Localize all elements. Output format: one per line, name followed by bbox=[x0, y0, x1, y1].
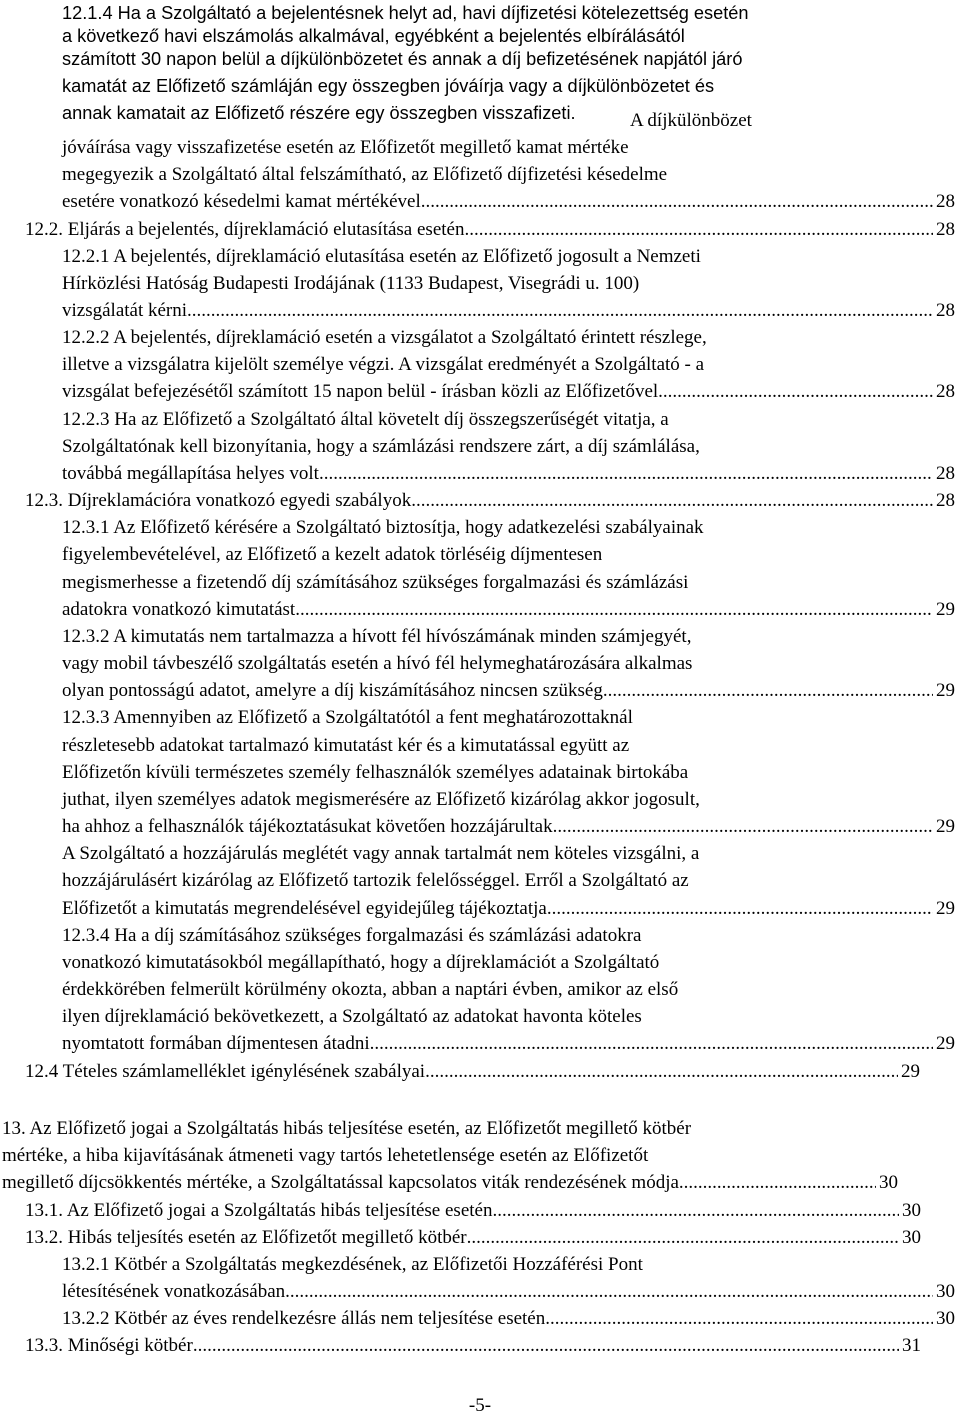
toc-entry[interactable]: nyomtatott formában díjmentesen átadni. ..... 29 bbox=[62, 1030, 955, 1057]
toc-text-line: Szolgáltatónak kell bizonyítania, hogy a számlázási rendszere zárt, a díj számlálása, bbox=[62, 436, 700, 457]
toc-text-line: vonatkozó kimutatásokból megállapítható, hogy a díjreklamációt a Szolgáltató bbox=[62, 952, 660, 973]
toc-entry[interactable]: 12.4 Tételes számlamelléklet igénylésének szabályai ..... 29 bbox=[25, 1058, 920, 1085]
toc-text-line: megismerhesse a fizetendő díj számításához szükséges forgalmazási és számlázási bbox=[62, 572, 689, 593]
toc-text-line: számított 30 napon belül a díjkülönbözetet és annak a díj befizetésének napjától járó bbox=[62, 49, 743, 69]
toc-text-line: részletesebb adatokat tartalmazó kimutatást kér és a kimutatással együtt az bbox=[62, 735, 630, 756]
toc-entry[interactable]: megillető díjcsökkentés mértéke, a Szolgáltatással kapcsolatos viták rendezésének módja ..... 30 bbox=[2, 1169, 898, 1196]
toc-text-line: érdekkörében felmerült körülmény okozta, abban a naptári évben, amikor az első bbox=[62, 979, 679, 1000]
toc-entry[interactable]: továbbá megállapítása helyes volt. ..... 28 bbox=[62, 460, 955, 487]
toc-text-line: 12.3.2 A kimutatás nem tartalmazza a hívott fél hívószámának minden számjegyét, bbox=[62, 626, 692, 647]
toc-entry[interactable]: adatokra vonatkozó kimutatást. ..... 29 bbox=[62, 596, 955, 623]
toc-entry[interactable]: 13.3. Minőségi kötbér ..... 31 bbox=[25, 1332, 921, 1359]
toc-text-line: figyelembevételével, az Előfizető a kezelt adatok törléséig díjmentesen bbox=[62, 544, 603, 565]
toc-entry[interactable]: 13.2. Hibás teljesítés esetén az Előfizetőt megillető kötbér ..... 30 bbox=[25, 1224, 921, 1251]
toc-entry[interactable]: Előfizetőt a kimutatás megrendelésével egyidejűleg tájékoztatja. ..... 29 bbox=[62, 895, 955, 922]
toc-entry[interactable]: 13.1. Az Előfizető jogai a Szolgáltatás hibás teljesítése esetén ..... 30 bbox=[25, 1197, 921, 1224]
toc-entry[interactable]: vizsgálat befejezésétől számított 15 napon belül - írásban közli az Előfizetővel. ..... 28 bbox=[62, 378, 955, 405]
toc-text-line: 12.3.3 Amennyiben az Előfizető a Szolgáltatótól a fent meghatározottaknál bbox=[62, 707, 633, 728]
toc-text-line: 12.2.1 A bejelentés, díjreklamáció elutasítása esetén az Előfizető jogosult a Nemzeti bbox=[62, 246, 701, 267]
toc-entry[interactable]: ha ahhoz a felhasználók tájékoztatásukat követően hozzájárultak. ..... 29 bbox=[62, 813, 955, 840]
toc-text-line: jóváírása vagy visszafizetése esetén az Előfizetőt megillető kamat mértéke bbox=[62, 137, 629, 158]
toc-text-line: A díjkülönbözet bbox=[630, 110, 752, 131]
toc-entry[interactable]: vizsgálatát kérni. ..... 28 bbox=[62, 297, 955, 324]
toc-text-line: Hírközlési Hatóság Budapesti Irodájának (1133 Budapest, Visegrádi u. 100) bbox=[62, 273, 640, 294]
page-number: -5- bbox=[468, 1395, 492, 1416]
toc-text-line: A Szolgáltató a hozzájárulás meglétét vagy annak tartalmát nem köteles vizsgálni, a bbox=[62, 843, 700, 864]
toc-entry[interactable]: 12.3. Díjreklamációra vonatkozó egyedi szabályok ..... 28 bbox=[25, 487, 955, 514]
toc-text-line: a következő havi elszámolás alkalmával, egyébként a bejelentés elbírálásától bbox=[62, 26, 685, 46]
toc-entry[interactable]: olyan pontosságú adatot, amelyre a díj kiszámításához nincsen szükség. ..... 29 bbox=[62, 677, 955, 704]
toc-text-line: 13.2.1 Kötbér a Szolgáltatás megkezdésének, az Előfizetői Hozzáférési Pont bbox=[62, 1254, 643, 1275]
toc-entry[interactable]: 12.2. Eljárás a bejelentés, díjreklamáció elutasítása esetén ..... 28 bbox=[25, 216, 955, 243]
toc-text-line: 13. Az Előfizető jogai a Szolgáltatás hibás teljesítése esetén, az Előfizetőt megillető kötbér bbox=[2, 1118, 692, 1139]
toc-text-line: illetve a vizsgálatra kijelölt személye végzi. A vizsgálat eredményét a Szolgáltató - a bbox=[62, 354, 705, 375]
toc-text-line: vagy mobil távbeszélő szolgáltatás esetén a hívó fél helymeghatározására alkalmas bbox=[62, 653, 693, 674]
toc-text-line: 12.3.1 Az Előfizető kérésére a Szolgáltató biztosítja, hogy adatkezelési szabályainak bbox=[62, 517, 704, 538]
toc-text-line: 12.3.4 Ha a díj számításához szükséges forgalmazási és számlázási adatokra bbox=[62, 925, 642, 946]
toc-text-line: 12.2.3 Ha az Előfizető a Szolgáltató által követelt díj összegszerűségét vitatja, a bbox=[62, 409, 669, 430]
toc-text-line: kamatát az Előfizető számláján egy összegben jóváírja vagy a díjkülönbözetet és bbox=[62, 76, 715, 96]
toc-text-line: juthat, ilyen személyes adatok megismerésére az Előfizető kizárólag akkor jogosult, bbox=[62, 789, 700, 810]
toc-text-line: hozzájárulásért kizárólag az Előfizető tartozik felelősséggel. Erről a Szolgáltató az bbox=[62, 870, 689, 891]
toc-text-line: 12.1.4 Ha a Szolgáltató a bejelentésnek helyt ad, havi díjfizetési kötelezettség esetén bbox=[62, 3, 749, 23]
toc-entry[interactable]: esetére vonatkozó késedelmi kamat mértékével. ..... 28 bbox=[62, 188, 955, 215]
toc-text-line: Előfizetőn kívüli természetes személy felhasználók személyes adatainak birtokába bbox=[62, 762, 689, 783]
toc-text-line: mértéke, a hiba kijavításának átmeneti vagy tartós lehetetlensége esetén az Előfizetőt bbox=[2, 1145, 649, 1166]
toc-text-line: ilyen díjreklamáció bekövetkezett, a Szolgáltató az adatokat havonta köteles bbox=[62, 1006, 642, 1027]
toc-entry[interactable]: létesítésének vonatkozásában ..... 30 bbox=[62, 1278, 955, 1305]
toc-entry[interactable]: 13.2.2 Kötbér az éves rendelkezésre állás nem teljesítése esetén ..... 30 bbox=[62, 1305, 955, 1332]
toc-text-line: annak kamatait az Előfizető részére egy összegben visszafizeti. bbox=[62, 103, 576, 123]
toc-text-line: megegyezik a Szolgáltató által felszámítható, az Előfizető díjfizetési késedelme bbox=[62, 164, 668, 185]
toc-text-line: 12.2.2 A bejelentés, díjreklamáció esetén a vizsgálatot a Szolgáltató érintett részlege, bbox=[62, 327, 707, 348]
